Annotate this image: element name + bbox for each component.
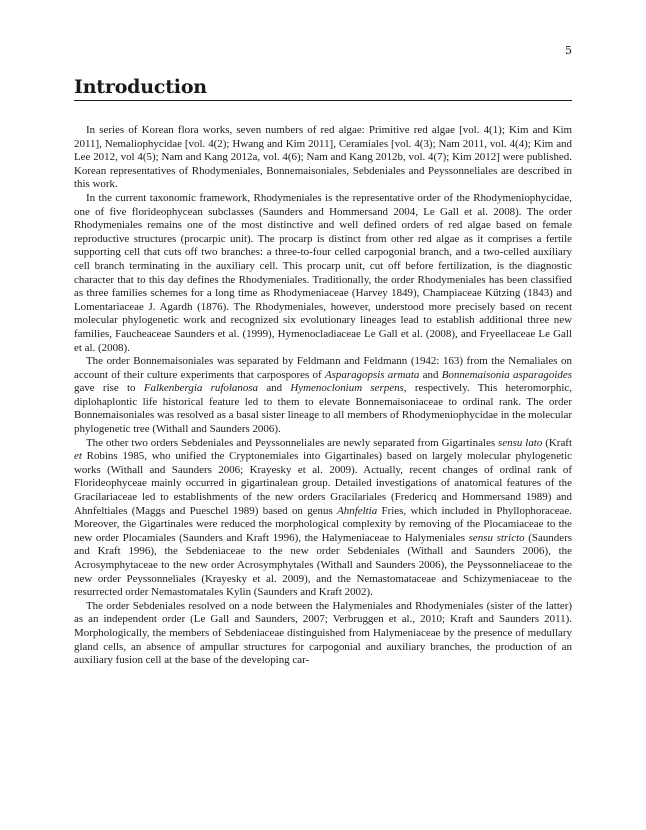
italic-text: Bonnemaisonia asparagoides — [441, 368, 572, 381]
text-run: In series of Korean flora works, seven numbers of red algae: Primitive red algae [vol. 4(1); Kim and Kim 2011], Nemaliophycidae [vol. 4(2); Hwang and Kim 2011], Ceramiales [vol. 4(3); Nam 2011, vol. 4(4); Kim and Lee 2012, vol 4(5); Nam and Kang 2012a, vol. 4(6); Nam and Kang 2012b, vol. 4(7); Kim 2012] were published. Korean representatives of Rhodymeniales, Bonnemaisoniales, Sebdeniales and Peyssonneliales are described in this work. — [74, 124, 572, 191]
paragraph — [74, 600, 572, 668]
text-run: , respectively. This heteromorphic, diplohaplontic life historical feature led to them to elevate Bonnemaisoniaceae to ordinal rank. The order Bonnemaisoniales was resolved as a basal sister lineage to all members of Rhodymeniophycidae in the molecular phylogenetic tree (Withall and Saunders 2006). — [74, 382, 573, 436]
text-run: In the current taxonomic framework, Rhodymeniales is the representative order of the Rhodymeniophycidae, one of five florideophycean subclasses (Saunders and Hommersand 2004, Le Gall et al. 2008). The order Rhodymeniales remains one of the most distinctive and well defined orders of red algae based on female reproductive structures (procarpic unit). The procarp is distinct from other red algae as it comprises a fertile supporting cell that cuts off two branches: a three-to-four celled carpogonial branch, and a two-celled auxiliary cell branch terminating in the auxiliary cell. This procarp unit, cut off before fertilization, is the diagnostic character that to this day defines the Rhodymeniales. Traditionally, the order Rhodymeniales has been classified as three families schemes for a long time as Rhodymeniaceae (Harvey 1849), Champiaceae Kützing (1843) and Lomentariaceae J. Agardh (1876). The Rhodymeniales, however, understood more precisely based on recent molecular phylogenetic work and recognized six evolutionary lineages lead to establish additional three new families, Faucheaceae Saunders et al. (1999), Hymenocladiaceae Le Gall et al. (2008), and Fryeellaceae Le Gall et al. (2008). — [74, 191, 572, 354]
paragraph — [74, 192, 572, 355]
text-run: (Saunders and Kraft 1996), the Sebdeniaceae to the new order Sebdeniales (Withall and Saunders 2006), the Acrosymphytaceae to the new order Acrosymphytales (Withall and Saunders 2006), the Peyssonneliaceae to the new order Peyssonneliales (Krayesky et al. 2009), and the Nemastomataceae and Schizymeniaceae to the resurrected order Nemastomatales Kylin (Saunders and Kraft 2002). — [74, 531, 572, 599]
paragraph — [74, 355, 572, 437]
page-number: 5 — [565, 44, 572, 57]
text-run: gave rise to — [74, 382, 144, 395]
italic-text: sensu stricto — [468, 531, 525, 544]
italic-text: Hymenoclonium serpens — [290, 382, 404, 395]
text-run: The order Bonnemaisoniales was separated by Feldmann and Feldmann (1942: 163) from the Nemaliales on account of their culture experiments that carpospores of — [74, 355, 572, 381]
paragraph — [74, 437, 572, 600]
text-run: and — [258, 382, 291, 395]
heading-rule — [74, 100, 572, 101]
italic-text: Falkenbergia rufolanosa — [143, 382, 259, 395]
italic-text: Asparagopsis armata — [324, 368, 420, 381]
text-run: The order Sebdeniales resolved on a node between the Halymeniales and Rhodymeniales (sister of the latter) as an independent order (Le Gall and Saunders, 2007; Verbruggen et al., 2010; Kraft and Saunders 2011). Morphologically, the members of Sebdeniaceae distinguished from Halymeniaceae by the presence of medullary gland cells, an absence of ampullar structures for carpogonial and auxiliary branches, the production of an auxiliary fusion cell at the base of the developing car- — [74, 599, 572, 667]
paragraph — [74, 124, 572, 192]
text-run: Robins 1985, who unified the Cryptonemiales into Gigartinales) based on largely molecular phylogenetic works (Withall and Saunders 2006; Krayesky et al. 2009). Actually, recent changes of ordinal rank of Florideophyceae mainly occurred in gigartinalean group. Detailed investigations of anatomical features of the Gracilariaceae led to establishments of the new orders Gracilariales (Fredericq and Hommersand 1989) and Ahnfeltiales (Maggs and Pueschel 1989) based on genus — [74, 450, 572, 517]
body-text — [74, 124, 572, 668]
text-run: (Kraft — [542, 436, 572, 449]
italic-text: Ahnfeltia — [337, 504, 378, 517]
text-run: The other two orders Sebdeniales and Peyssonneliales are newly separated from Gigartinales — [86, 436, 499, 449]
text-run: and — [419, 368, 442, 381]
italic-text: et — [74, 450, 82, 463]
italic-text: sensu lato — [498, 436, 543, 449]
section-heading: Introduction — [74, 76, 207, 98]
text-run: Fries, which included in Phyllophoraceae. Moreover, the Gigartinales were reduced the morphological complexity by removing of the Plocamiaceae to the new order Plocamiales (Saunders and Kraft 1996), the Halymeniaceae to Halymeniales — [74, 504, 572, 544]
